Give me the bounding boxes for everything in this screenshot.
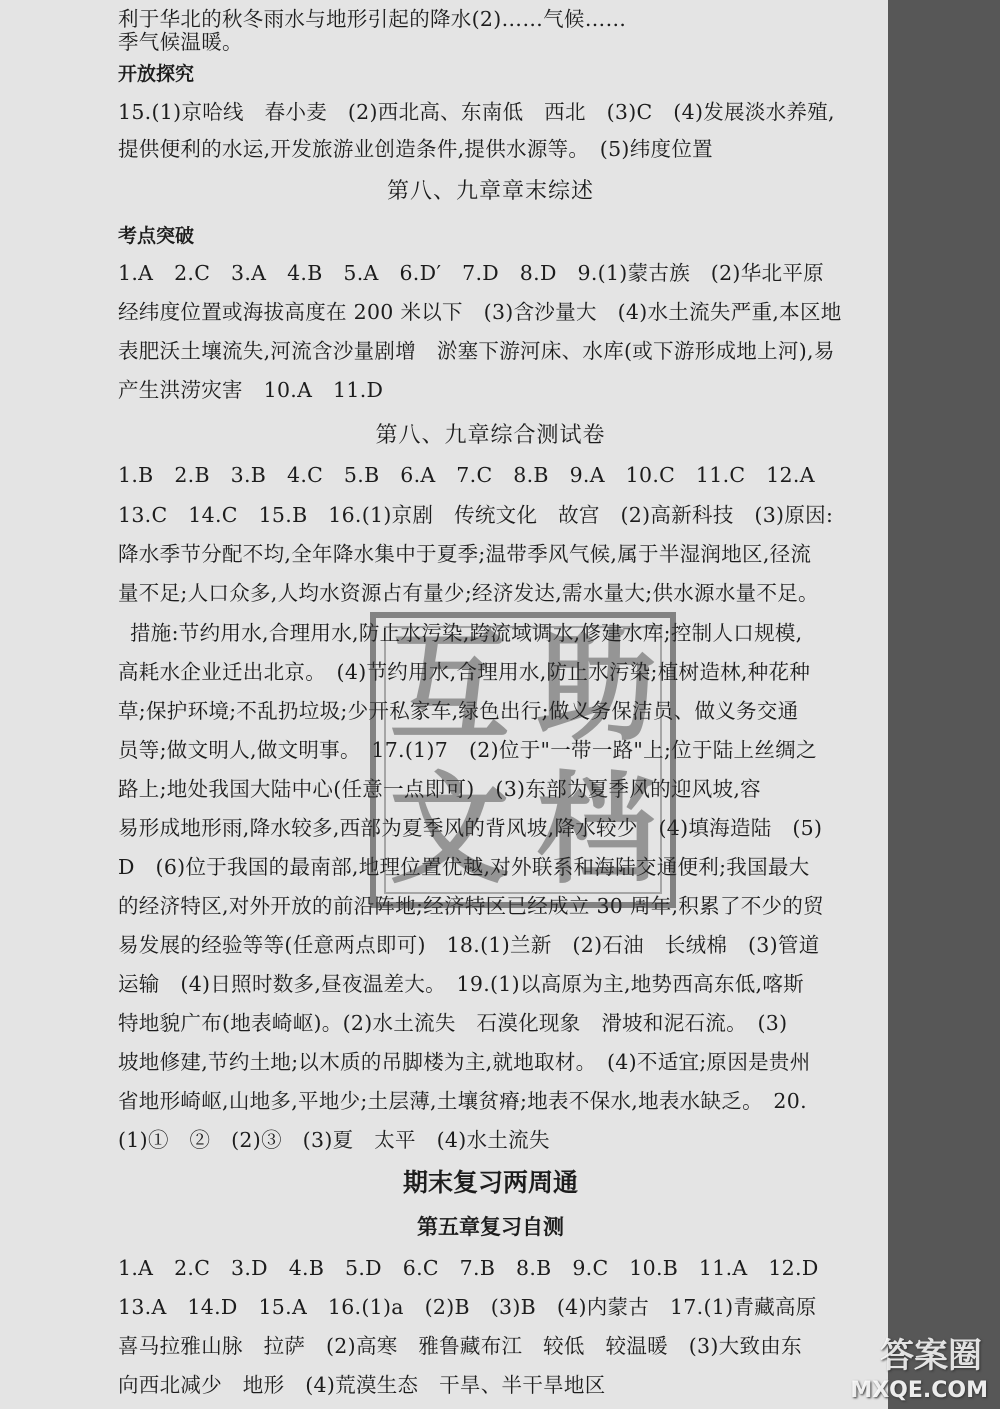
- text-line: 易形成地形雨,降水较多,西部为夏季风的背风坡,降水较少 (4)填海造陆 (5): [118, 816, 823, 840]
- text-line: 产生洪涝灾害 10.A 11.D: [118, 378, 384, 402]
- stamp-char: 文: [389, 761, 510, 900]
- text-line: 向西北减少 地形 (4)荒漠生态 干旱、半干旱地区: [118, 1373, 606, 1397]
- text-line: 1.A 2.C 3.A 4.B 5.A 6.D′ 7.D 8.D 9.(1)蒙古族 (2)华北平原: [118, 261, 824, 285]
- text-line: 特地貌广布(地表崎岖)。(2)水土流失 石漠化现象 滑坡和泥石流。 (3): [118, 1011, 788, 1035]
- text-line: 员等;做文明人,做文明事。 17.(1)7 (2)位于"一带一路"上;位于陆上丝绸之: [118, 738, 817, 762]
- text-line: 1.A 2.C 3.D 4.B 5.D 6.C 7.B 8.B 9.C 10.B 11.A 12.D: [118, 1256, 819, 1280]
- text-line: 15.(1)京哈线 春小麦 (2)西北高、东南低 西北 (3)C (4)发展淡水养殖,: [118, 100, 835, 124]
- text-line: 措施:节约用水,合理用水,防止水污染,跨流域调水,修建水库;控制人口规模,: [130, 621, 803, 645]
- text-line: 经纬度位置或海拔高度在 200 米以下 (3)含沙量大 (4)水土流失严重,本区地: [118, 300, 842, 324]
- text-line: 的经济特区,对外开放的前沿阵地;经济特区已经成立 30 周年,积累了不少的贸: [118, 894, 824, 918]
- chapter5-review-title: 第五章复习自测: [417, 1215, 564, 1239]
- watermark-url: MXQE.COM: [850, 1378, 988, 1403]
- watermark-logo-text: 答案圈: [880, 1336, 982, 1376]
- text-line: 运输 (4)日照时数多,昼夜温差大。 19.(1)以高原为主,地势西高东低,喀斯: [118, 972, 804, 996]
- text-line: 表肥沃土壤流失,河流含沙量剧增 淤塞下游河床、水库(或下游形成地上河),易: [118, 339, 835, 363]
- stamp-watermark: [370, 612, 676, 908]
- chapter-summary-title: 第八、九章章末综述: [386, 179, 594, 204]
- page-edge-shadow: [888, 0, 1000, 1409]
- text-line: 喜马拉雅山脉 拉萨 (2)高寒 雅鲁藏布江 较低 较温暖 (3)大致由东: [118, 1334, 802, 1358]
- stamp-char: 档: [536, 761, 657, 900]
- text-line: 易发展的经验等等(任意两点即可) 18.(1)兰新 (2)石油 长绒棉 (3)管道: [118, 933, 820, 957]
- text-line: 省地形崎岖,山地多,平地少;土层薄,土壤贫瘠;地表不保水,地表水缺乏。 20.: [118, 1089, 807, 1113]
- text-line: 量不足;人口众多,人均水资源占有量少;经济发达,需水量大;供水源水量不足。: [118, 581, 819, 605]
- stamp-char: 互: [389, 619, 510, 758]
- text-line: 13.C 14.C 15.B 16.(1)京剧 传统文化 故宫 (2)高新科技 (3)原因:: [118, 503, 834, 527]
- section-heading-key-points: 考点突破: [118, 225, 195, 247]
- text-line: 路上;地处我国大陆中心(任意一点即可) (3)东部为夏季风的迎风坡,容: [118, 777, 761, 801]
- text-line: 季气候温暖。: [118, 30, 243, 54]
- text-line: 利于华北的秋冬雨水与地形引起的降水(2)……气候……: [118, 7, 627, 31]
- section-heading-open-inquiry: 开放探究: [118, 63, 195, 85]
- text-line: 降水季节分配不均,全年降水集中于夏季;温带季风气候,属于半湿润地区,径流: [118, 542, 812, 566]
- final-review-title: 期末复习两周通: [402, 1168, 578, 1197]
- text-line: 提供便利的水运,开发旅游业创造条件,提供水源等。 (5)纬度位置: [118, 137, 713, 161]
- text-line: 13.A 14.D 15.A 16.(1)a (2)B (3)B (4)内蒙古 17.(1)青藏高原: [118, 1295, 817, 1319]
- text-line: D (6)位于我国的最南部,地理位置优越,对外联系和海陆交通便利;我国最大: [118, 855, 810, 879]
- text-line: 坡地修建,节约土地;以木质的吊脚楼为主,就地取材。 (4)不适宜;原因是贵州: [118, 1050, 811, 1074]
- text-line: 1.B 2.B 3.B 4.C 5.B 6.A 7.C 8.B 9.A 10.C 11.C 12.A: [118, 463, 815, 487]
- text-line: 草;保护环境;不乱扔垃圾;少开私家车,绿色出行;做义务保洁员、做义务交通: [118, 699, 799, 723]
- chapter-test-title: 第八、九章综合测试卷: [375, 423, 606, 448]
- text-line: (1)① ② (2)③ (3)夏 太平 (4)水土流失: [118, 1128, 550, 1152]
- text-line: 高耗水企业迁出北京。 (4)节约用水,合理用水,防止水污染;植树造林,种花种: [118, 660, 811, 684]
- stamp-char: 助: [536, 619, 657, 758]
- site-watermark: [800, 1328, 1000, 1409]
